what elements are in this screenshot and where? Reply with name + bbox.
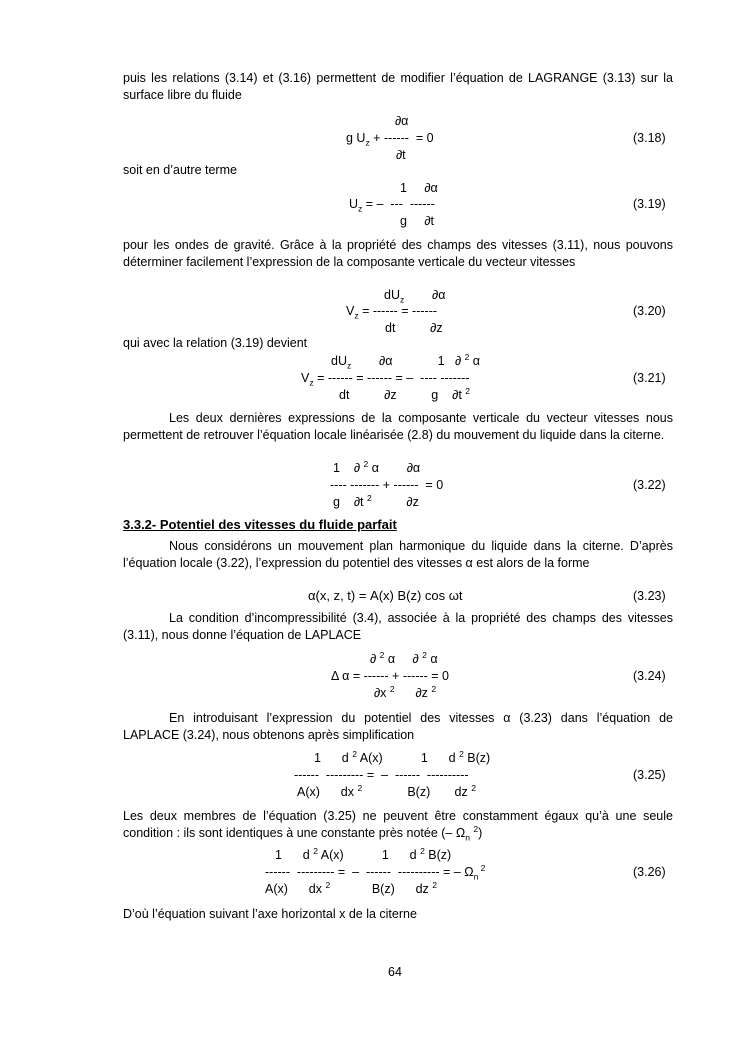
page-number: 64 xyxy=(388,965,402,979)
eq-3-19-numerator: 1 ∂α xyxy=(400,181,438,195)
eq-3-25-denominator: A(x) dx $^2$ B(z) dz $^2$ xyxy=(297,782,476,799)
paragraph-last-two-expressions: Les deux dernières expressions de la composante verticale du vecteur vitesses nous permettent de retrouver l’équation locale linéarisée (2.8) du mouvement du liquide dans la citerne. xyxy=(123,411,673,442)
paragraph-lagrange-intro: puis les relations (3.14) et (3.16) permettent de modifier l’équation de LAGRANGE (3.13) sur la surface libre du fluide xyxy=(123,71,673,102)
eq-3-25-number: (3.25) xyxy=(633,768,666,782)
paragraph-harmonic-motion: Nous considérons un mouvement plan harmonique du liquide dans la citerne. D’après l’équation locale (3.22), l’expression du potentiel des vitesses α est alors de la forme xyxy=(123,539,673,570)
eq-3-26-number: (3.26) xyxy=(633,865,666,879)
eq-3-19-number: (3.19) xyxy=(633,197,666,211)
eq-3-21-main: $V_z$ = ------ = ------ = – ---- ------- xyxy=(301,371,470,388)
eq-3-20-numerator: $dU_z$ ∂α xyxy=(384,288,446,305)
paragraph-other-terms: soit en d’autre terme xyxy=(123,163,237,177)
eq-3-20-number: (3.20) xyxy=(633,304,666,318)
eq-3-19-denominator: g ∂t xyxy=(400,214,434,228)
eq-3-23-number: (3.23) xyxy=(633,589,666,603)
eq-3-20-denominator: dt ∂z xyxy=(385,321,443,335)
eq-3-25-main: ------ --------- = – ------ ---------- xyxy=(294,768,469,782)
paragraph-horizontal-axis: D’où l’équation suivant l’axe horizontal x de la citerne xyxy=(123,907,417,921)
eq-3-19-main: $U_z$ = – --- ------ xyxy=(349,197,435,214)
eq-3-18-denominator: ∂t xyxy=(396,148,406,162)
eq-3-24-numerator: ∂ $^2$ α ∂ $^2$ α xyxy=(370,649,438,666)
eq-3-23: α(x, z, t) = A(x) B(z) cos ωt xyxy=(308,588,463,603)
eq-3-22-number: (3.22) xyxy=(633,478,666,492)
paragraph-relation-3-19: qui avec la relation (3.19) devient xyxy=(123,336,308,350)
eq-3-20-main: $V_z$ = ------ = ------ xyxy=(346,304,438,321)
eq-3-22-denominator: g ∂t $^2$ ∂z xyxy=(333,492,419,509)
eq-3-26-denominator: A(x) dx $^2$ B(z) dz $^2$ xyxy=(265,879,438,896)
paragraph-two-members: Les deux membres de l’équation (3.25) ne peuvent être constamment égaux qu’à une seule condition : ils sont identiques à une constante près notée (– $\Omega_n$ $^2$) xyxy=(123,809,673,842)
paragraph-gravity-waves: pour les ondes de gravité. Grâce à la propriété des champs des vitesses (3.11), nous pouvons déterminer facilement l’expression de la composante verticale du vecteur vitesses xyxy=(123,238,673,269)
eq-3-18-main: g $U_z$ + ------ = 0 xyxy=(346,131,434,148)
section-heading: 3.3.2- Potentiel des vitesses du fluide parfait xyxy=(123,517,397,532)
eq-3-24-main: Δ α = ------ + ------ = 0 xyxy=(331,669,449,683)
eq-3-18-number: (3.18) xyxy=(633,131,666,145)
eq-3-22-main: ---- ------- + ------ = 0 xyxy=(330,478,444,492)
eq-3-21-denominator: dt ∂z g ∂t $^2$ xyxy=(339,385,471,402)
eq-3-21-number: (3.21) xyxy=(633,371,666,385)
eq-3-22-numerator: 1 ∂ $^2$ α ∂α xyxy=(333,458,421,475)
eq-3-24-number: (3.24) xyxy=(633,669,666,683)
paragraph-introducing-potential: En introduisant l’expression du potentiel des vitesses α (3.23) dans l’équation de LAPLACE (3.24), nous obtenons après simplification xyxy=(123,711,673,742)
paragraph-incompressibility: La condition d’incompressibilité (3.4), associée à la propriété des champs des vitesses (3.11), nous donne l’équation de LAPLACE xyxy=(123,611,673,642)
eq-3-18-numerator: ∂α xyxy=(395,114,409,128)
eq-3-25-numerator: 1 d $^2$ A(x) 1 d $^2$ B(z) xyxy=(314,748,491,765)
eq-3-21-numerator: $dU_z$ ∂α 1 ∂ $^2$ α xyxy=(331,351,481,371)
eq-3-26-numerator: 1 d $^2$ A(x) 1 d $^2$ B(z) xyxy=(275,845,452,862)
eq-3-24-denominator: ∂x $^2$ ∂z $^2$ xyxy=(374,683,437,700)
eq-3-26-main: ------ --------- = – ------ ---------- = – $\Omega_n$ $^2$ xyxy=(265,862,486,882)
